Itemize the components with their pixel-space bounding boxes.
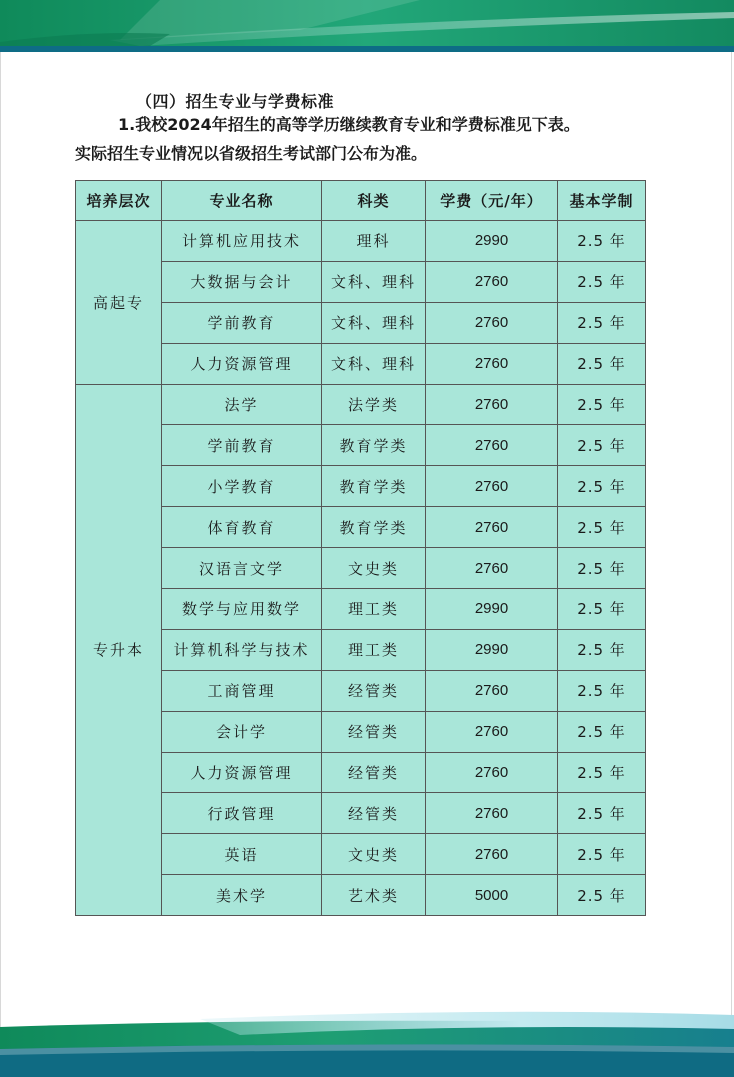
- header-fee: 学费（元/年）: [426, 181, 558, 221]
- table-row: [76, 507, 646, 548]
- duration-cell: 2.5 年: [558, 384, 646, 425]
- major-fee-table: [75, 180, 646, 916]
- intro-paragraph-line-1: 1.我校2024年招生的高等学历继续教育专业和学费标准见下表。: [118, 115, 580, 134]
- duration-cell: 2.5 年: [558, 221, 646, 262]
- major-cell: 人力资源管理: [162, 752, 322, 793]
- table-row: [76, 425, 646, 466]
- table-row: [76, 752, 646, 793]
- category-cell: 经管类: [322, 752, 426, 793]
- category-cell: 经管类: [322, 711, 426, 752]
- level-cell: 高起专: [76, 221, 162, 385]
- category-cell: 教育学类: [322, 425, 426, 466]
- header-category: 科类: [322, 181, 426, 221]
- category-cell: 文科、理科: [322, 302, 426, 343]
- major-cell: 美术学: [162, 875, 322, 916]
- major-cell: 人力资源管理: [162, 343, 322, 384]
- major-cell: 大数据与会计: [162, 261, 322, 302]
- table-row: [76, 261, 646, 302]
- category-cell: 理科: [322, 221, 426, 262]
- fee-cell: 2760: [426, 507, 558, 548]
- fee-cell: 2760: [426, 261, 558, 302]
- duration-cell: 2.5 年: [558, 793, 646, 834]
- duration-cell: 2.5 年: [558, 343, 646, 384]
- category-cell: 经管类: [322, 670, 426, 711]
- fee-cell: 2760: [426, 302, 558, 343]
- fee-cell: 2760: [426, 548, 558, 589]
- major-cell: 学前教育: [162, 425, 322, 466]
- major-cell: 工商管理: [162, 670, 322, 711]
- header-major: 专业名称: [162, 181, 322, 221]
- major-cell: 汉语言文学: [162, 548, 322, 589]
- duration-cell: 2.5 年: [558, 548, 646, 589]
- duration-cell: 2.5 年: [558, 589, 646, 630]
- fee-cell: 2760: [426, 343, 558, 384]
- category-cell: 文科、理科: [322, 343, 426, 384]
- table-row: [76, 875, 646, 916]
- major-cell: 计算机应用技术: [162, 221, 322, 262]
- category-cell: 文史类: [322, 834, 426, 875]
- duration-cell: 2.5 年: [558, 507, 646, 548]
- table-row: [76, 629, 646, 670]
- fee-cell: 2760: [426, 793, 558, 834]
- duration-cell: 2.5 年: [558, 875, 646, 916]
- duration-cell: 2.5 年: [558, 466, 646, 507]
- level-cell: 专升本: [76, 384, 162, 916]
- major-cell: 计算机科学与技术: [162, 629, 322, 670]
- table-header-row: [76, 181, 646, 221]
- table-row: [76, 548, 646, 589]
- duration-cell: 2.5 年: [558, 261, 646, 302]
- major-cell: 会计学: [162, 711, 322, 752]
- duration-cell: 2.5 年: [558, 425, 646, 466]
- table-row: [76, 670, 646, 711]
- category-cell: 教育学类: [322, 466, 426, 507]
- category-cell: 理工类: [322, 629, 426, 670]
- top-banner: [0, 0, 734, 52]
- category-cell: 经管类: [322, 793, 426, 834]
- duration-cell: 2.5 年: [558, 834, 646, 875]
- fee-cell: 2760: [426, 752, 558, 793]
- table-row: [76, 834, 646, 875]
- category-cell: 艺术类: [322, 875, 426, 916]
- fee-cell: 5000: [426, 875, 558, 916]
- category-cell: 文科、理科: [322, 261, 426, 302]
- duration-cell: 2.5 年: [558, 670, 646, 711]
- fee-cell: 2990: [426, 629, 558, 670]
- fee-cell: 2760: [426, 466, 558, 507]
- table-row: [76, 589, 646, 630]
- fee-cell: 2990: [426, 221, 558, 262]
- fee-cell: 2760: [426, 425, 558, 466]
- fee-cell: 2760: [426, 670, 558, 711]
- table-row: [76, 343, 646, 384]
- major-cell: 学前教育: [162, 302, 322, 343]
- major-cell: 行政管理: [162, 793, 322, 834]
- category-cell: 文史类: [322, 548, 426, 589]
- intro-paragraph-line-2: 实际招生专业情况以省级招生考试部门公布为准。: [75, 144, 428, 163]
- category-cell: 教育学类: [322, 507, 426, 548]
- section-heading: （四）招生专业与学费标准: [136, 92, 335, 111]
- header-level: 培养层次: [76, 181, 162, 221]
- fee-cell: 2760: [426, 711, 558, 752]
- header-duration: 基本学制: [558, 181, 646, 221]
- duration-cell: 2.5 年: [558, 711, 646, 752]
- major-cell: 英语: [162, 834, 322, 875]
- table-row: [76, 302, 646, 343]
- major-cell: 数学与应用数学: [162, 589, 322, 630]
- table-row: [76, 221, 646, 262]
- fee-cell: 2990: [426, 589, 558, 630]
- fee-cell: 2760: [426, 834, 558, 875]
- duration-cell: 2.5 年: [558, 752, 646, 793]
- major-cell: 小学教育: [162, 466, 322, 507]
- table-row: [76, 384, 646, 425]
- table-row: [76, 793, 646, 834]
- major-cell: 法学: [162, 384, 322, 425]
- table-row: [76, 711, 646, 752]
- table-row: [76, 466, 646, 507]
- category-cell: 法学类: [322, 384, 426, 425]
- fee-cell: 2760: [426, 384, 558, 425]
- duration-cell: 2.5 年: [558, 629, 646, 670]
- bottom-banner: [0, 1005, 734, 1077]
- major-cell: 体育教育: [162, 507, 322, 548]
- duration-cell: 2.5 年: [558, 302, 646, 343]
- category-cell: 理工类: [322, 589, 426, 630]
